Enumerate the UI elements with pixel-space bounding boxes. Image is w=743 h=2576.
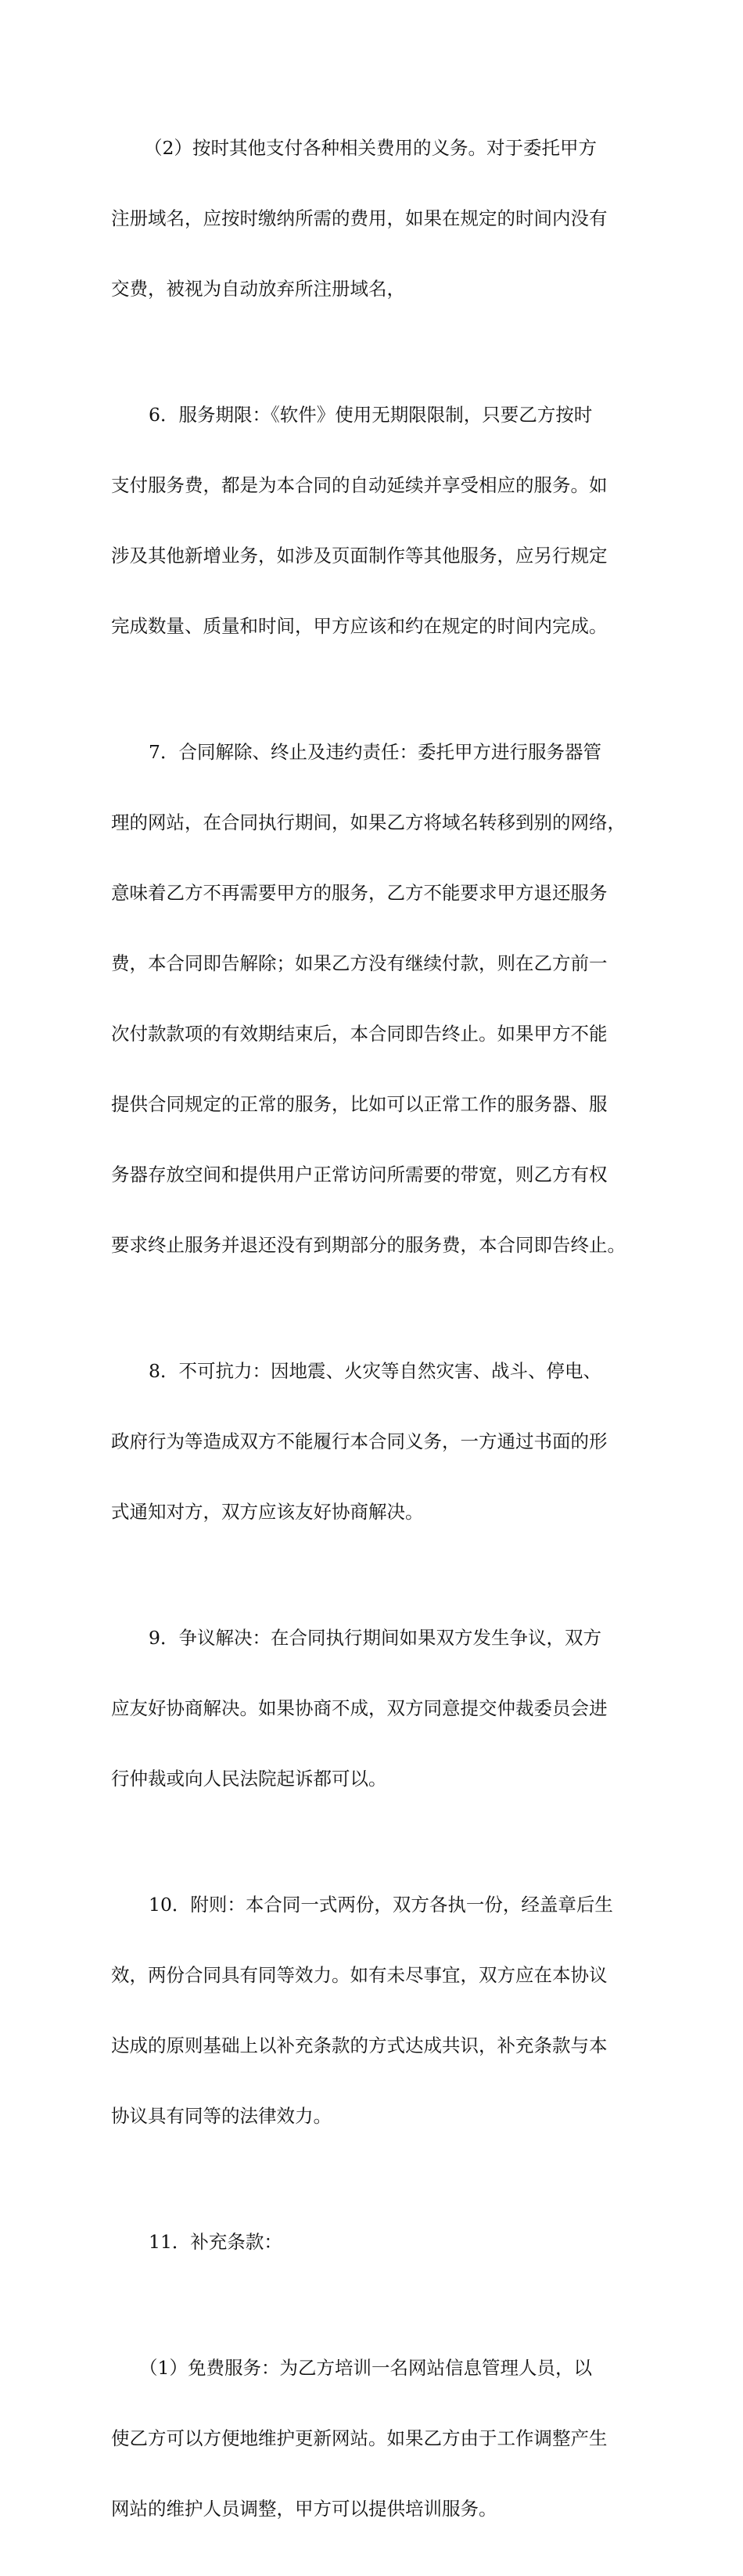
text-line: 式通知对方，双方应该友好协商解决。 (111, 1501, 424, 1523)
text-line: 交费，被视为自动放弃所注册域名， (111, 278, 405, 300)
text-line: 支付服务费，都是为本合同的自动延续并享受相应的服务。如 (111, 474, 608, 496)
text-line: 理的网站，在合同执行期间，如果乙方将域名转移到别的网络， (111, 811, 626, 833)
text-line: 完成数量、质量和时间，甲方应该和约在规定的时间内完成。 (111, 615, 608, 637)
paragraph-clause-8 (111, 1312, 646, 1570)
text-line: 8．不可抗力：因地震、火灾等自然灾害、战斗、停电、 (149, 1360, 601, 1382)
text-line: 次付款款项的有效期结束后，本合同即告终止。如果甲方不能 (111, 1023, 608, 1045)
text-line: 效，两份合同具有同等效力。如有未尽事宜，双方应在本协议 (111, 1964, 608, 1986)
document-body (111, 89, 646, 2576)
paragraph-clause-5-2 (111, 89, 646, 347)
paragraph-clause-7 (111, 693, 646, 1304)
text-line: 10．附则：本合同一式两份，双方各执一份，经盖章后生 (149, 1894, 613, 1916)
text-line: 协议具有同等的法律效力。 (111, 2105, 332, 2127)
text-line: 务器存放空间和提供用户正常访问所需要的带宽，则乙方有权 (111, 1164, 608, 1185)
paragraph-clause-10 (111, 1846, 646, 2175)
text-line: 6．服务期限：《软件》使用无期限限制，只要乙方按时 (149, 404, 593, 426)
section-heading: 11．补充条款： (149, 2231, 282, 2253)
paragraph-clause-11-1 (111, 2309, 646, 2567)
text-line: （2）按时其他支付各种相关费用的义务。对于委托甲方 (144, 137, 597, 159)
text-line: 政府行为等造成双方不能履行本合同义务，一方通过书面的形 (111, 1430, 608, 1452)
paragraph-clause-11-heading (111, 2183, 646, 2301)
text-line: 要求终止服务并退还没有到期部分的服务费，本合同即告终止。 (111, 1234, 626, 1256)
text-line: 意味着乙方不再需要甲方的服务，乙方不能要求甲方退还服务 (111, 882, 608, 904)
text-line: 涉及其他新增业务，如涉及页面制作等其他服务，应另行规定 (111, 545, 608, 567)
text-line: 网站的维护人员调整，甲方可以提供培训服务。 (111, 2498, 497, 2520)
text-line: 使乙方可以方便地维护更新网站。如果乙方由于工作调整产生 (111, 2427, 608, 2449)
text-line: 应友好协商解决。如果协商不成，双方同意提交仲裁委员会进 (111, 1697, 608, 1719)
text-line: 提供合同规定的正常的服务，比如可以正常工作的服务器、服 (111, 1093, 608, 1115)
text-line: 注册域名，应按时缴纳所需的费用，如果在规定的时间内没有 (111, 207, 608, 229)
paragraph-clause-9 (111, 1579, 646, 1837)
paragraph-clause-6 (111, 356, 646, 685)
text-line: 费，本合同即告解除；如果乙方没有继续付款，则在乙方前一 (111, 952, 608, 974)
text-line: 达成的原则基础上以补充条款的方式达成共识，补充条款与本 (111, 2035, 608, 2056)
text-line: 7．合同解除、终止及违约责任：委托甲方进行服务器管 (149, 741, 601, 763)
text-line: 行仲裁或向人民法院起诉都可以。 (111, 1768, 387, 1790)
text-line: （1）免费服务：为乙方培训一名网站信息管理人员，以 (139, 2357, 592, 2379)
text-line: 9．争议解决：在合同执行期间如果双方发生争议，双方 (149, 1627, 601, 1649)
